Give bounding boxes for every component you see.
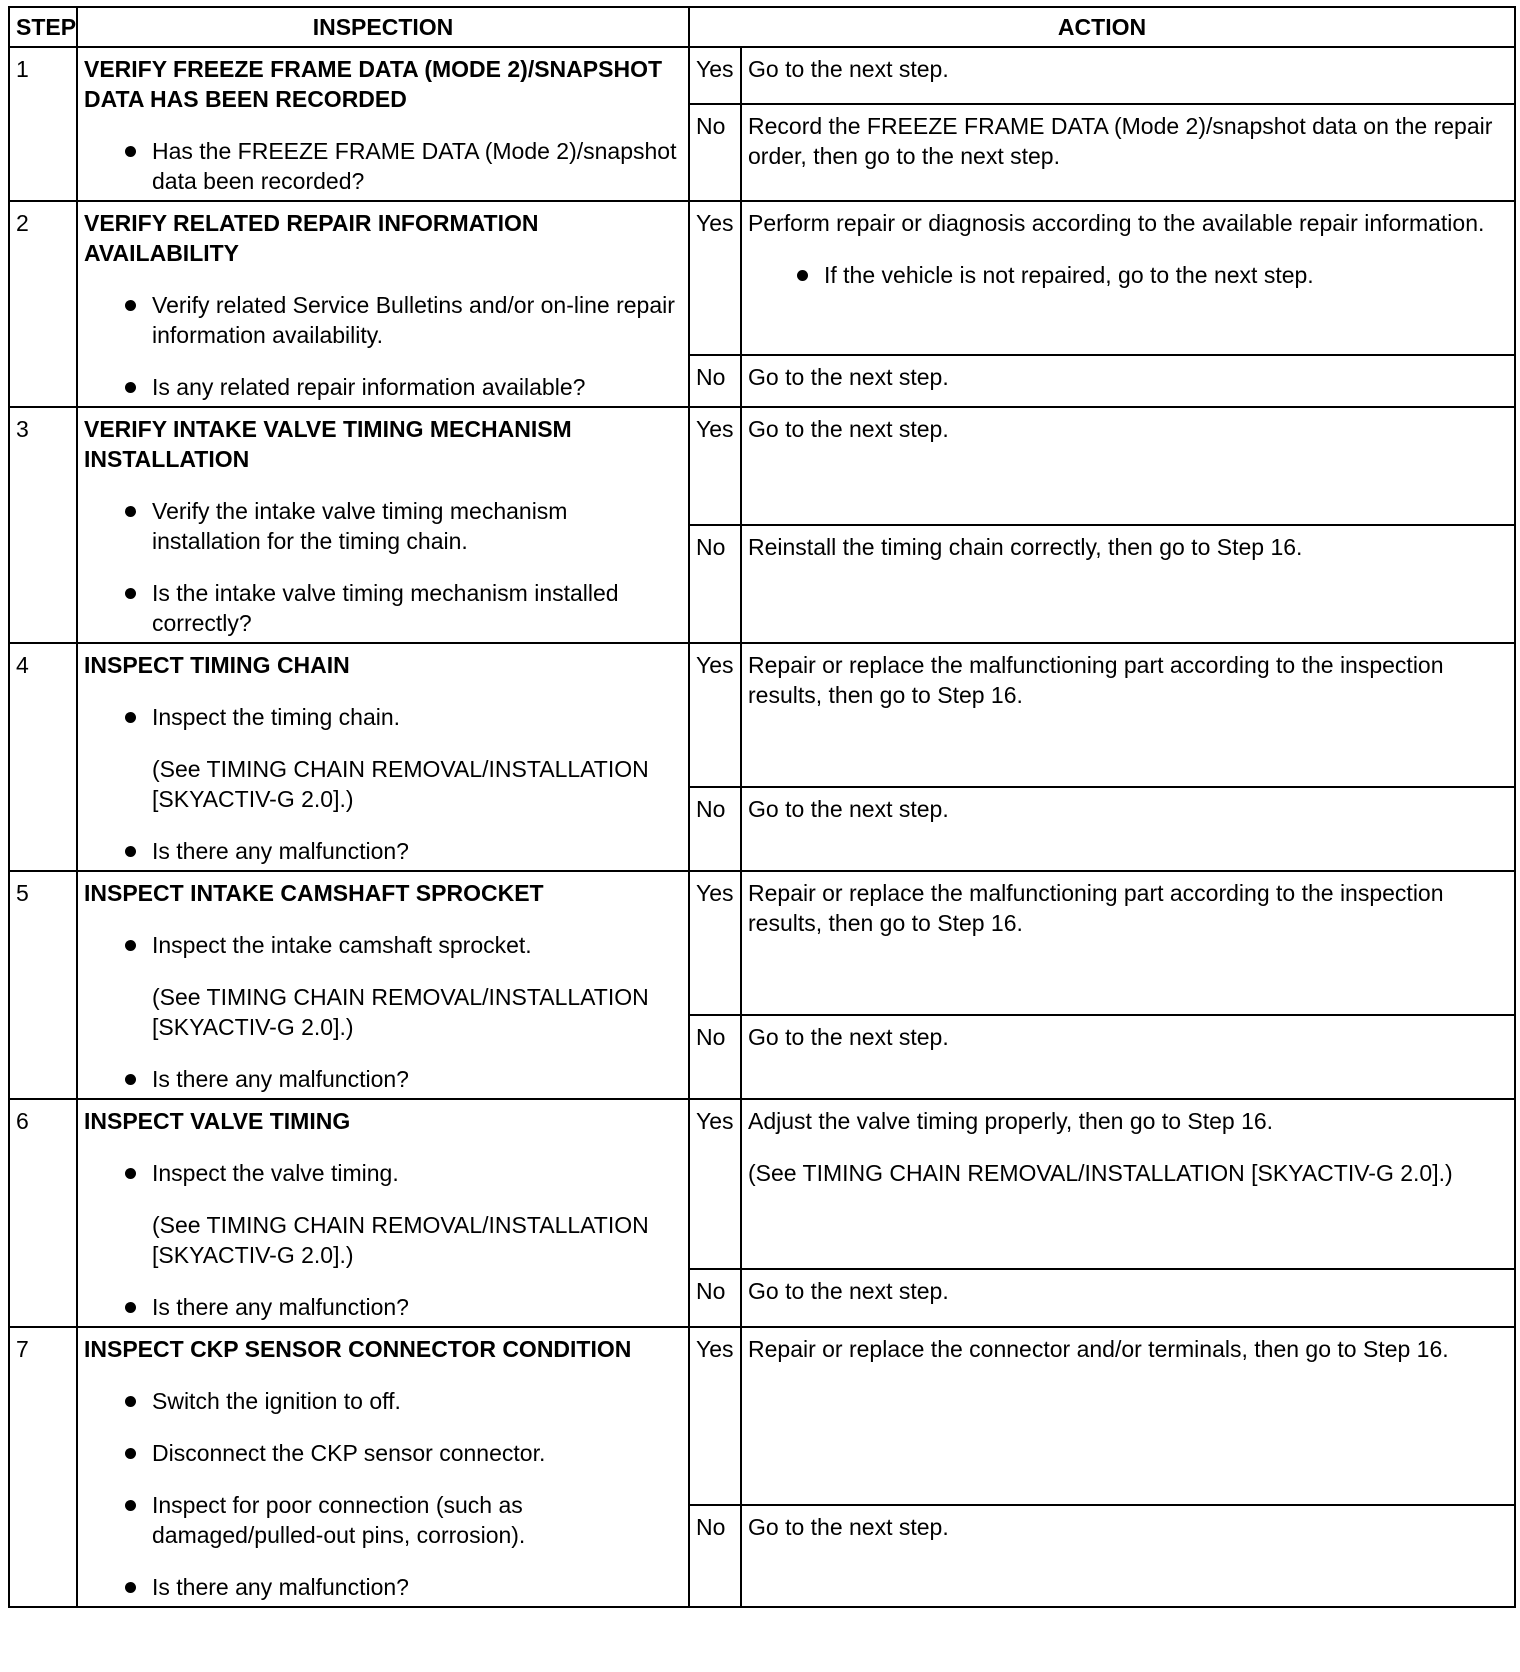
inspection-item: Disconnect the CKP sensor connector. — [152, 1438, 682, 1468]
table-header-row — [9, 7, 1515, 47]
no-action — [741, 525, 1515, 643]
action-text: Go to the next step. — [748, 363, 949, 390]
step-number: 7 — [9, 1327, 77, 1607]
reference-note: (See TIMING CHAIN REMOVAL/INSTALLATION [SKYACTIV-G 2.0].) — [152, 984, 649, 1040]
action-text: Go to the next step. — [748, 1513, 949, 1540]
yes-action — [741, 871, 1515, 1015]
no-label: No — [689, 1505, 741, 1607]
inspection-list — [84, 1158, 682, 1322]
no-action — [741, 355, 1515, 407]
yes-action — [741, 201, 1515, 355]
inspection-title: VERIFY INTAKE VALVE TIMING MECHANISM INSTALLATION — [84, 416, 572, 472]
inspection-cell — [77, 643, 689, 871]
yes-label: Yes — [689, 871, 741, 1015]
no-label: No — [689, 1269, 741, 1327]
inspection-list — [84, 136, 682, 196]
inspection-item: Is there any malfunction? — [152, 1292, 682, 1322]
inspection-item: Is there any malfunction? — [152, 1064, 682, 1094]
inspection-list — [84, 1386, 682, 1602]
reference-note: (See TIMING CHAIN REMOVAL/INSTALLATION [SKYACTIV-G 2.0].) — [748, 1160, 1453, 1186]
action-text: Perform repair or diagnosis according to the available repair information. — [748, 210, 1485, 236]
inspection-cell — [77, 201, 689, 407]
yes-action — [741, 407, 1515, 525]
no-label: No — [689, 787, 741, 871]
inspection-list — [84, 930, 682, 1094]
step-number: 2 — [9, 201, 77, 407]
yes-action — [741, 1327, 1515, 1505]
inspection-item: Is there any malfunction? — [152, 1572, 682, 1602]
inspection-item: Verify the intake valve timing mechanism installation for the timing chain. — [152, 496, 682, 556]
no-action — [741, 787, 1515, 871]
step-column-header: STEP — [9, 7, 77, 47]
step-number: 5 — [9, 871, 77, 1099]
step-2-yes-row — [9, 201, 1515, 355]
action-list — [748, 260, 1508, 290]
step-number: 4 — [9, 643, 77, 871]
inspection-item: Has the FREEZE FRAME DATA (Mode 2)/snapshot data been recorded? — [152, 136, 682, 196]
yes-action — [741, 643, 1515, 787]
no-label: No — [689, 525, 741, 643]
step-number: 6 — [9, 1099, 77, 1327]
step-3-yes-row — [9, 407, 1515, 525]
inspection-title: VERIFY FREEZE FRAME DATA (MODE 2)/SNAPSHOT DATA HAS BEEN RECORDED — [84, 56, 663, 112]
inspection-title: INSPECT TIMING CHAIN — [84, 652, 350, 678]
inspection-list — [84, 290, 682, 402]
action-text: Adjust the valve timing properly, then go to Step 16. — [748, 1108, 1274, 1134]
action-text: Go to the next step. — [748, 1023, 949, 1050]
no-label: No — [689, 1015, 741, 1099]
yes-label: Yes — [689, 1327, 741, 1505]
inspection-cell — [77, 1327, 689, 1607]
yes-action — [741, 47, 1515, 104]
inspection-item: Switch the ignition to off. — [152, 1386, 682, 1416]
yes-label: Yes — [689, 1099, 741, 1269]
inspection-item: Is any related repair information available? — [152, 372, 682, 402]
diagnostic-procedure-table — [8, 6, 1516, 1608]
step-5-yes-row — [9, 871, 1515, 1015]
inspection-title: VERIFY RELATED REPAIR INFORMATION AVAILABILITY — [84, 210, 539, 266]
inspection-item: Inspect the intake camshaft sprocket. — [152, 930, 682, 960]
yes-label: Yes — [689, 643, 741, 787]
inspection-item: Inspect for poor connection (such as damaged/pulled-out pins, corrosion). — [152, 1490, 682, 1550]
action-item: If the vehicle is not repaired, go to the next step. — [824, 260, 1508, 290]
action-text: Go to the next step. — [748, 56, 949, 82]
inspection-title: INSPECT CKP SENSOR CONNECTOR CONDITION — [84, 1336, 632, 1362]
step-1-yes-row — [9, 47, 1515, 104]
no-action — [741, 1269, 1515, 1327]
action-text: Repair or replace the malfunctioning part according to the inspection results, then go to Step 16. — [748, 880, 1444, 936]
inspection-item: Inspect the timing chain. — [152, 702, 682, 732]
inspection-item: Verify related Service Bulletins and/or on-line repair information availability. — [152, 290, 682, 350]
step-number: 3 — [9, 407, 77, 643]
yes-action — [741, 1099, 1515, 1269]
yes-label: Yes — [689, 201, 741, 355]
inspection-item: Inspect the valve timing. — [152, 1158, 682, 1188]
action-text: Repair or replace the malfunctioning part according to the inspection results, then go to Step 16. — [748, 652, 1444, 708]
inspection-cell — [77, 407, 689, 643]
action-text: Go to the next step. — [748, 1278, 949, 1305]
action-text: Go to the next step. — [748, 795, 949, 822]
inspection-cell — [77, 1099, 689, 1327]
step-4-yes-row — [9, 643, 1515, 787]
inspection-column-header: INSPECTION — [77, 7, 689, 47]
inspection-item: Is the intake valve timing mechanism installed correctly? — [152, 578, 682, 638]
step-7-yes-row — [9, 1327, 1515, 1505]
reference-note: (See TIMING CHAIN REMOVAL/INSTALLATION [SKYACTIV-G 2.0].) — [152, 756, 649, 812]
inspection-title: INSPECT VALVE TIMING — [84, 1108, 351, 1134]
no-action — [741, 1505, 1515, 1607]
yes-label: Yes — [689, 407, 741, 525]
no-action — [741, 1015, 1515, 1099]
inspection-list — [84, 496, 682, 638]
step-number: 1 — [9, 47, 77, 201]
inspection-cell — [77, 47, 689, 201]
inspection-title: INSPECT INTAKE CAMSHAFT SPROCKET — [84, 880, 544, 906]
action-column-header: ACTION — [689, 7, 1515, 47]
inspection-list — [84, 702, 682, 866]
inspection-item: Is there any malfunction? — [152, 836, 682, 866]
action-text: Repair or replace the connector and/or terminals, then go to Step 16. — [748, 1336, 1449, 1362]
no-label: No — [689, 355, 741, 407]
no-action — [741, 104, 1515, 201]
inspection-cell — [77, 871, 689, 1099]
no-label: No — [689, 104, 741, 201]
step-6-yes-row — [9, 1099, 1515, 1269]
action-text: Record the FREEZE FRAME DATA (Mode 2)/snapshot data on the repair order, then go to the next step. — [748, 112, 1493, 169]
action-text: Reinstall the timing chain correctly, then go to Step 16. — [748, 534, 1303, 560]
action-text: Go to the next step. — [748, 416, 949, 442]
yes-label: Yes — [689, 47, 741, 104]
reference-note: (See TIMING CHAIN REMOVAL/INSTALLATION [SKYACTIV-G 2.0].) — [152, 1212, 649, 1268]
